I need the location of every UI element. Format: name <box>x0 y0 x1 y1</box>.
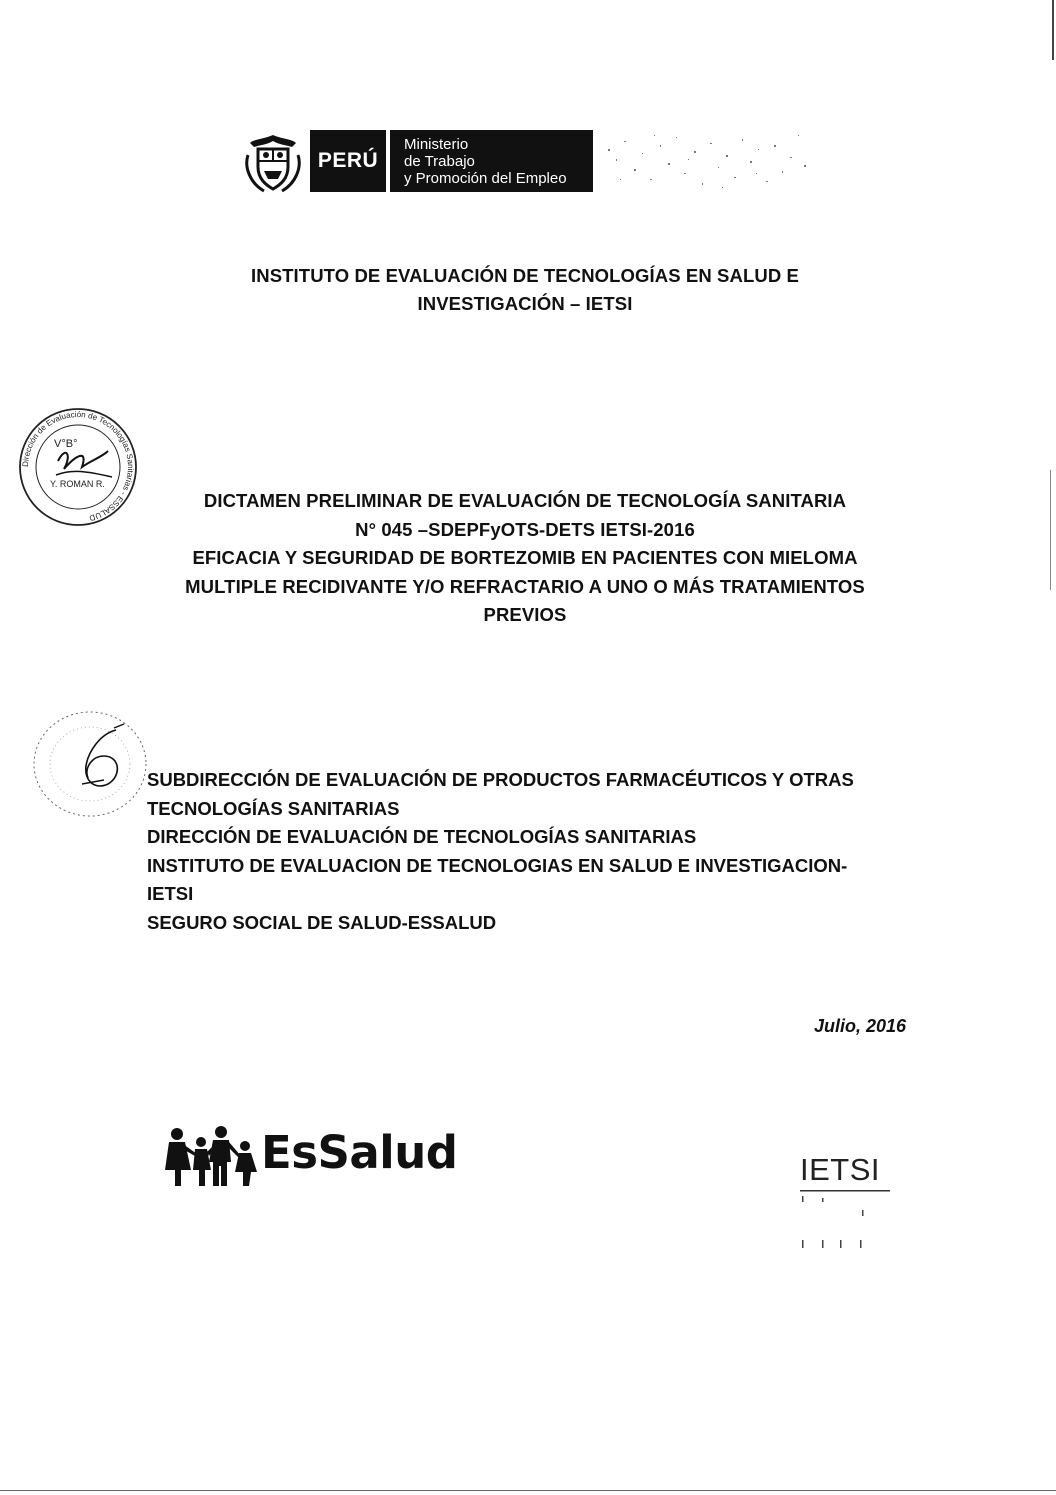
dictamen-title <box>120 487 930 630</box>
scan-edge-mark <box>1050 470 1051 590</box>
institutional-line: TECNOLOGÍAS SANITARIAS <box>147 797 400 819</box>
government-header-logo <box>244 127 810 199</box>
coat-of-arms-icon <box>244 133 302 195</box>
family-figures-icon <box>163 1126 259 1188</box>
institute-title-line: INSTITUTO DE EVALUACIÓN DE TECNOLOGÍAS EN SALUD E <box>251 265 799 286</box>
essalud-logo <box>163 1122 458 1192</box>
institutional-line: DIRECCIÓN DE EVALUACIÓN DE TECNOLOGÍAS SANITARIAS <box>147 826 697 848</box>
institutional-block <box>147 766 937 938</box>
ietsi-logo <box>800 1152 892 1252</box>
institute-title-line: INVESTIGACIÓN – IETSI <box>417 293 633 314</box>
peru-label: PERÚ <box>310 130 386 192</box>
essalud-wordmark: EsSalud <box>261 1126 458 1179</box>
dictamen-title-line: DICTAMEN PRELIMINAR DE EVALUACIÓN DE TECNOLOGÍA SANITARIA <box>203 490 847 511</box>
dictamen-number: N° 045 –SDEPFyOTS-DETS IETSI-2016 <box>355 518 695 540</box>
ministry-line: de Trabajo <box>404 153 475 170</box>
seal-signer-text: Y. ROMAN R. <box>50 479 105 489</box>
ministry-line: Ministerio <box>404 136 469 153</box>
seal-ring-text: Dirección de Evaluación de Tecnologías Sanitarias - ESSALUD <box>20 409 136 523</box>
institute-title <box>150 262 900 318</box>
institutional-line: INSTITUTO DE EVALUACION DE TECNOLOGIAS EN SALUD E INVESTIGACION- <box>147 854 848 876</box>
seal-vb-text: V°B° <box>54 438 78 450</box>
svg-text:Dirección de Evaluación de Tec <box>21 410 135 523</box>
scanned-speckle-pattern <box>604 129 810 195</box>
dictamen-title-line: MULTIPLE RECIDIVANTE Y/O REFRACTARIO A UNO O MÁS TRATAMIENTOS <box>185 575 865 597</box>
scan-bottom-line <box>0 1490 1056 1491</box>
institutional-line: IETSI <box>147 883 194 905</box>
scan-edge-mark <box>1052 0 1054 60</box>
dictamen-title-line: EFICACIA Y SEGURIDAD DE BORTEZOMIB EN PACIENTES CON MIELOMA <box>192 547 858 568</box>
ministry-line: y Promoción del Empleo <box>404 170 567 187</box>
ministry-name <box>388 130 593 192</box>
institutional-line: SUBDIRECCIÓN DE EVALUACIÓN DE PRODUCTOS FARMACÉUTICOS Y OTRAS <box>147 769 854 790</box>
ietsi-bar-marks <box>800 1190 892 1252</box>
document-date: Julio, 2016 <box>813 1016 906 1036</box>
institutional-line: SEGURO SOCIAL DE SALUD-ESSALUD <box>147 911 497 933</box>
dictamen-title-line: PREVIOS <box>483 604 567 625</box>
faint-seal-signature <box>30 706 154 824</box>
ietsi-wordmark: IETSI <box>800 1152 881 1187</box>
